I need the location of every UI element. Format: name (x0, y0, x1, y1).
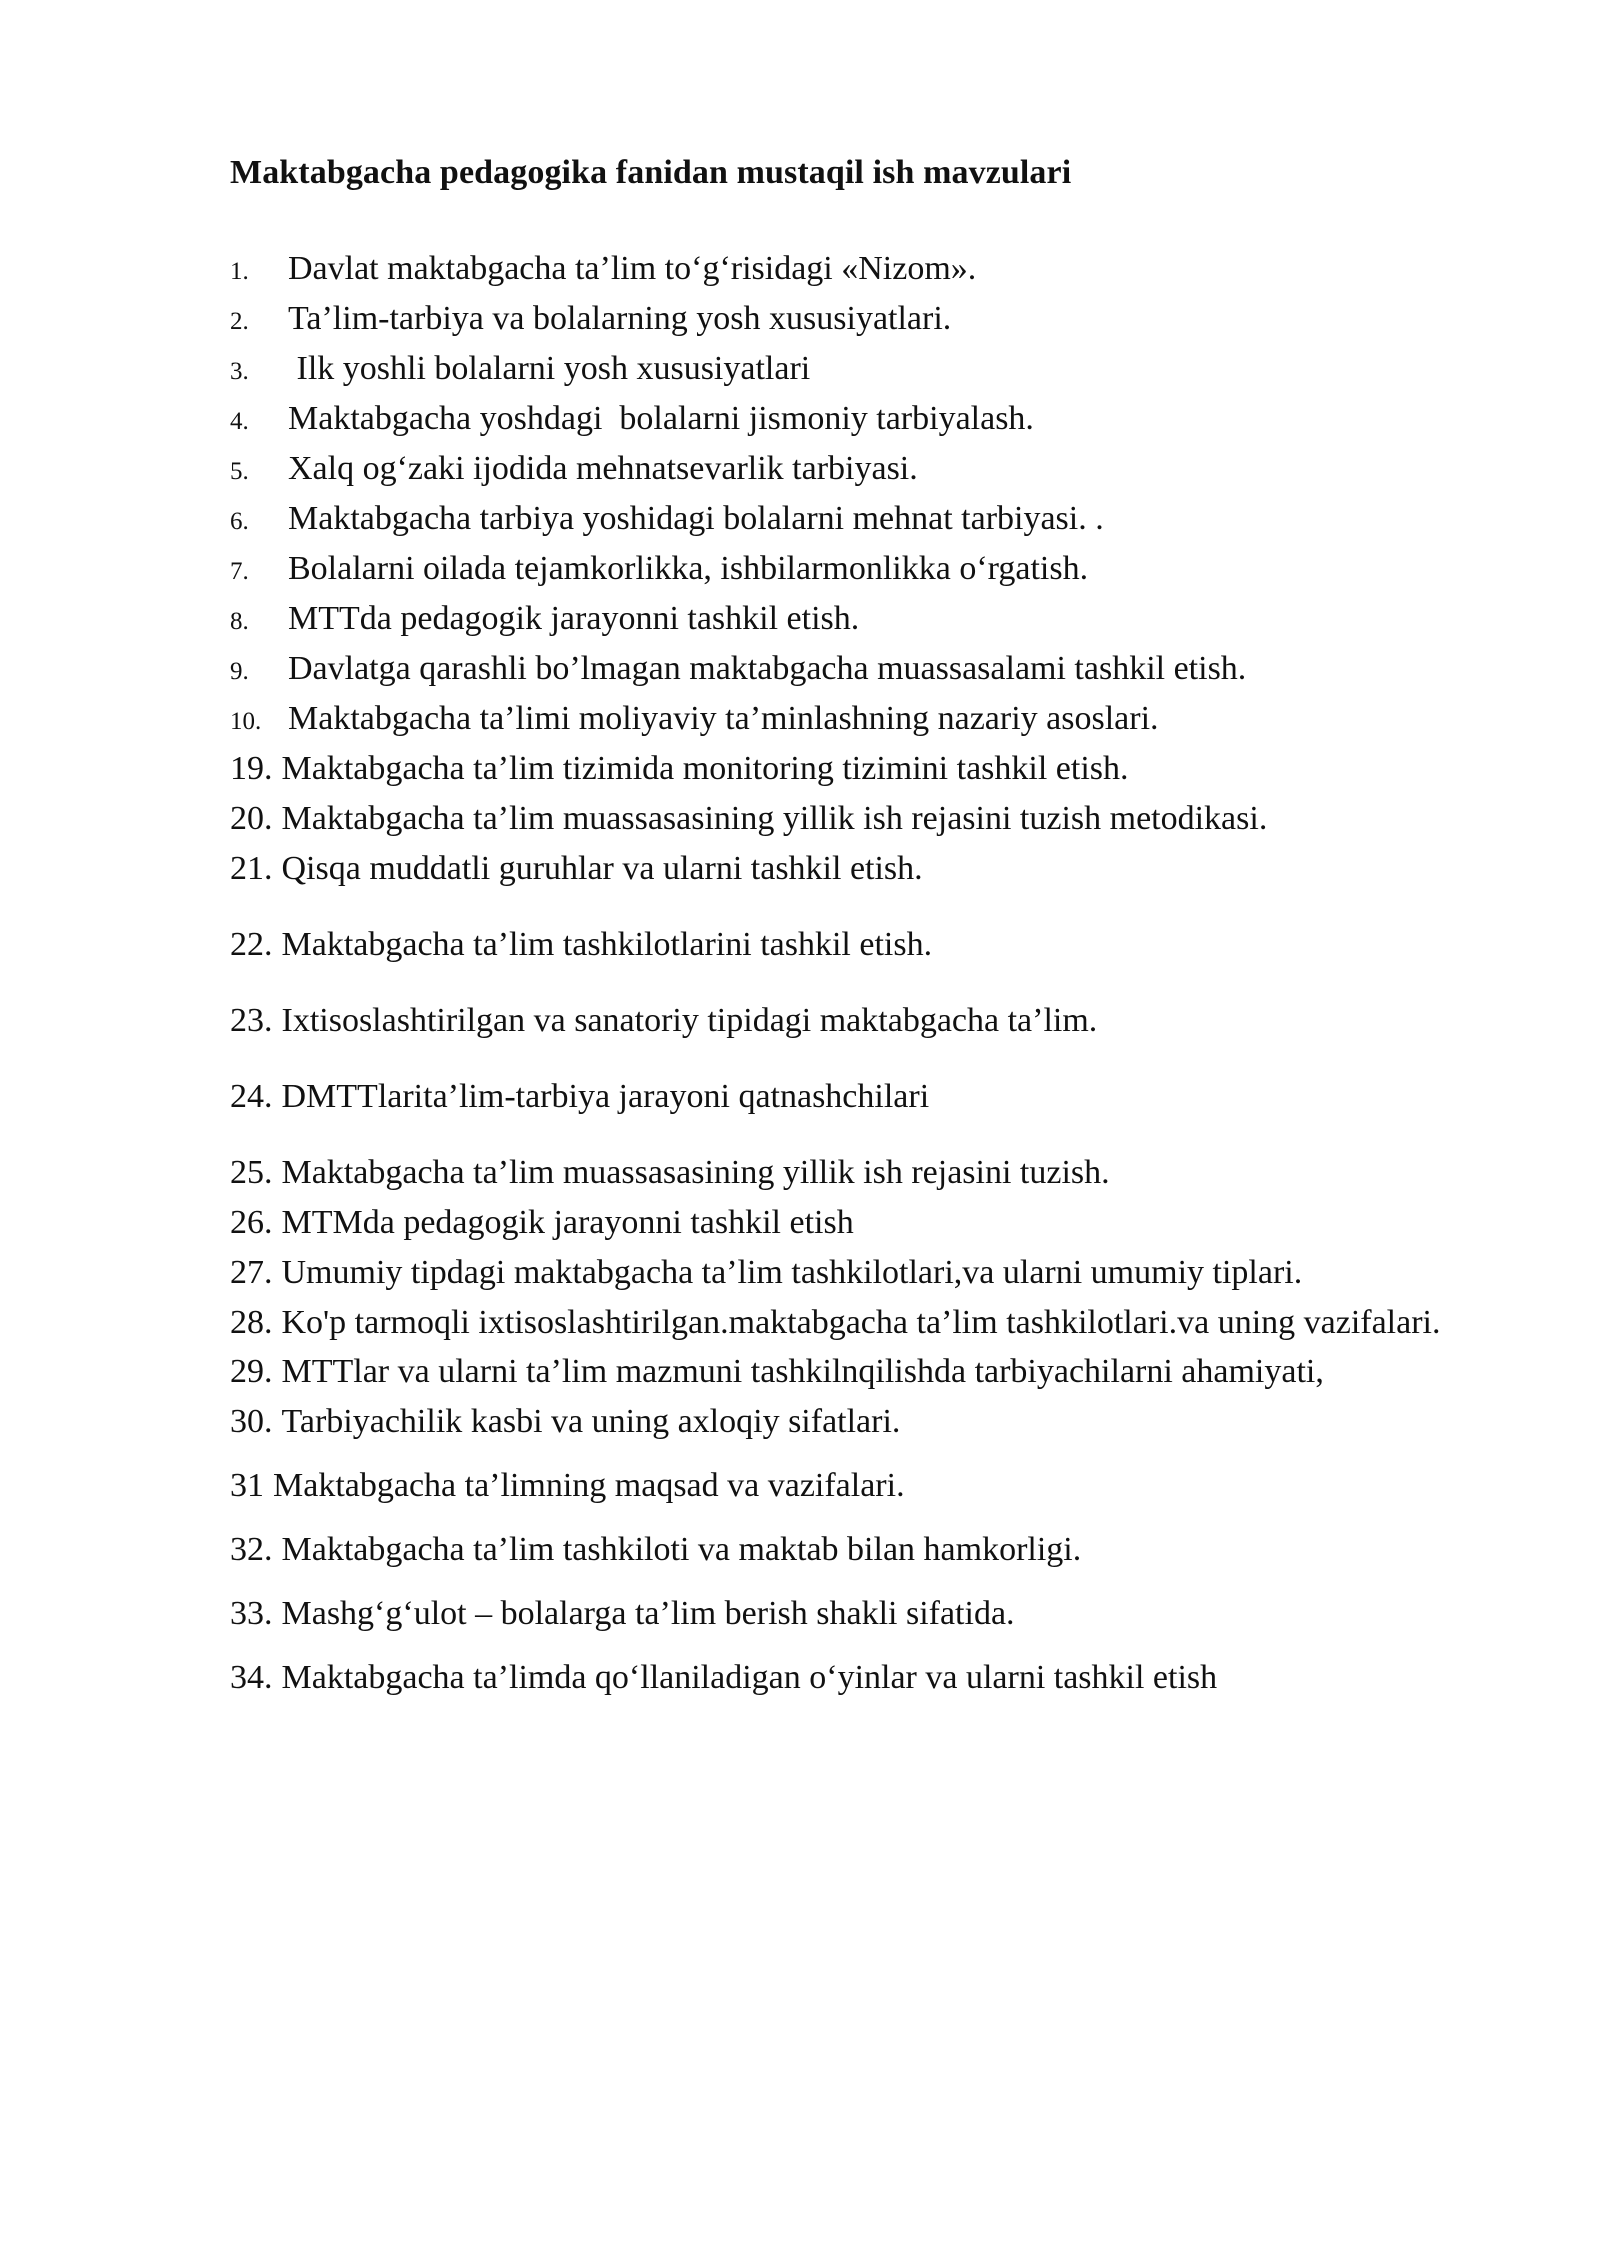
item-text: MTTlar va ularni ta’lim mazmuni tashkilnqilishda tarbiyachilarni ahamiyati, (281, 1353, 1324, 1390)
list-item (230, 1461, 1480, 1511)
list-item (230, 544, 1480, 594)
item-text: Maktabgacha ta’lim muassasasining yillik ish rejasini tuzish. (281, 1154, 1110, 1191)
list-item (230, 394, 1480, 444)
list-item (230, 1072, 1480, 1122)
list-item (230, 1397, 1480, 1447)
item-number: 30. (230, 1403, 273, 1440)
item-text: Ixtisoslashtirilgan va sanatoriy tipidagi maktabgacha ta’lim. (281, 1002, 1098, 1039)
item-number: 10. (230, 708, 262, 735)
item-text: MTMda pedagogik jarayonni tashkil etish (281, 1204, 854, 1241)
item-number: 24. (230, 1078, 273, 1115)
item-text: Ko'p tarmoqli ixtisoslashtirilgan.maktabgacha ta’lim tashkilotlari.va uning vazifalari. (281, 1304, 1441, 1341)
item-number: 25. (230, 1154, 273, 1191)
item-number: 4. (230, 408, 249, 435)
item-number: 7. (230, 558, 249, 585)
item-number: 8. (230, 608, 249, 635)
list-item (230, 644, 1480, 694)
item-text: Ta’lim-tarbiya va bolalarning yosh xususiyatlari. (288, 300, 952, 337)
item-number: 32. (230, 1531, 273, 1568)
item-number: 2. (230, 308, 249, 335)
list-item (230, 1347, 1480, 1397)
item-number: 29. (230, 1353, 273, 1390)
list-item (230, 1525, 1480, 1575)
list-item (230, 1589, 1480, 1639)
list-item (230, 996, 1480, 1046)
item-number: 23. (230, 1002, 273, 1039)
list-item (230, 294, 1480, 344)
item-number: 31 (230, 1467, 264, 1504)
item-text: Maktabgacha ta’lim tizimida monitoring tizimini tashkil etish. (281, 750, 1129, 787)
list-item (230, 244, 1480, 294)
item-number: 6. (230, 508, 249, 535)
item-text: Maktabgacha ta’lim tashkiloti va maktab bilan hamkorligi. (281, 1531, 1082, 1568)
item-number: 9. (230, 658, 249, 685)
item-text: Maktabgacha ta’lim tashkilotlarini tashkil etish. (281, 926, 933, 963)
topic-list (230, 244, 1480, 1703)
item-text: Maktabgacha ta’limda qo‘llaniladigan o‘yinlar va ularni tashkil etish (281, 1659, 1218, 1696)
list-item (230, 1653, 1480, 1703)
item-text: Xalq og‘zaki ijodida mehnatsevarlik tarbiyasi. (288, 450, 918, 487)
item-number: 34. (230, 1659, 273, 1696)
list-item (230, 844, 1480, 894)
item-text: Maktabgacha tarbiya yoshidagi bolalarni mehnat tarbiyasi. . (288, 500, 1104, 537)
list-item (230, 920, 1480, 970)
item-number: 1. (230, 258, 249, 285)
list-item (230, 694, 1480, 744)
list-item (230, 344, 1480, 394)
item-number: 27. (230, 1254, 273, 1291)
list-item (230, 794, 1480, 844)
item-text: Maktabgacha ta’limning maqsad va vazifalari. (273, 1467, 905, 1504)
item-number: 26. (230, 1204, 273, 1241)
list-item (230, 1198, 1480, 1248)
item-text: Maktabgacha yoshdagi bolalarni jismoniy tarbiyalash. (288, 400, 1034, 437)
list-item (230, 1248, 1480, 1298)
item-text: Davlatga qarashli bo’lmagan maktabgacha muassasalami tashkil etish. (288, 650, 1247, 687)
item-text: Bolalarni oilada tejamkorlikka, ishbilarmonlikka o‘rgatish. (288, 550, 1089, 587)
list-item (230, 444, 1480, 494)
item-number: 22. (230, 926, 273, 963)
item-text: Ilk yoshli bolalarni yosh xususiyatlari (288, 350, 811, 387)
item-number: 21. (230, 850, 273, 887)
list-item (230, 594, 1480, 644)
list-item (230, 1298, 1480, 1347)
item-text: MTTda pedagogik jarayonni tashkil etish. (288, 600, 860, 637)
list-item (230, 494, 1480, 544)
item-text: Qisqa muddatli guruhlar va ularni tashkil etish. (281, 850, 923, 887)
item-text: Mashg‘g‘ulot – bolalarga ta’lim berish shakli sifatida. (281, 1595, 1015, 1632)
item-text: DMTTlarita’lim-tarbiya jarayoni qatnashchilari (281, 1078, 930, 1115)
item-text: Maktabgacha ta’lim muassasasining yillik ish rejasini tuzish metodikasi. (281, 800, 1268, 837)
item-number: 33. (230, 1595, 273, 1632)
list-item (230, 1148, 1480, 1198)
item-number: 20. (230, 800, 273, 837)
item-text: Davlat maktabgacha ta’lim to‘g‘risidagi «Nizom». (288, 250, 977, 287)
document-title: Maktabgacha pedagogika fanidan mustaqil ish mavzulari (230, 154, 1072, 191)
item-number: 5. (230, 458, 249, 485)
list-item (230, 744, 1480, 794)
item-text: Umumiy tipdagi maktabgacha ta’lim tashkilotlari,va ularni umumiy tiplari. (281, 1254, 1303, 1291)
item-number: 3. (230, 358, 249, 385)
item-text: Maktabgacha ta’limi moliyaviy ta’minlashning nazariy asoslari. (288, 700, 1159, 737)
item-number: 28. (230, 1304, 273, 1341)
item-text: Tarbiyachilik kasbi va uning axloqiy sifatlari. (281, 1403, 901, 1440)
item-number: 19. (230, 750, 273, 787)
